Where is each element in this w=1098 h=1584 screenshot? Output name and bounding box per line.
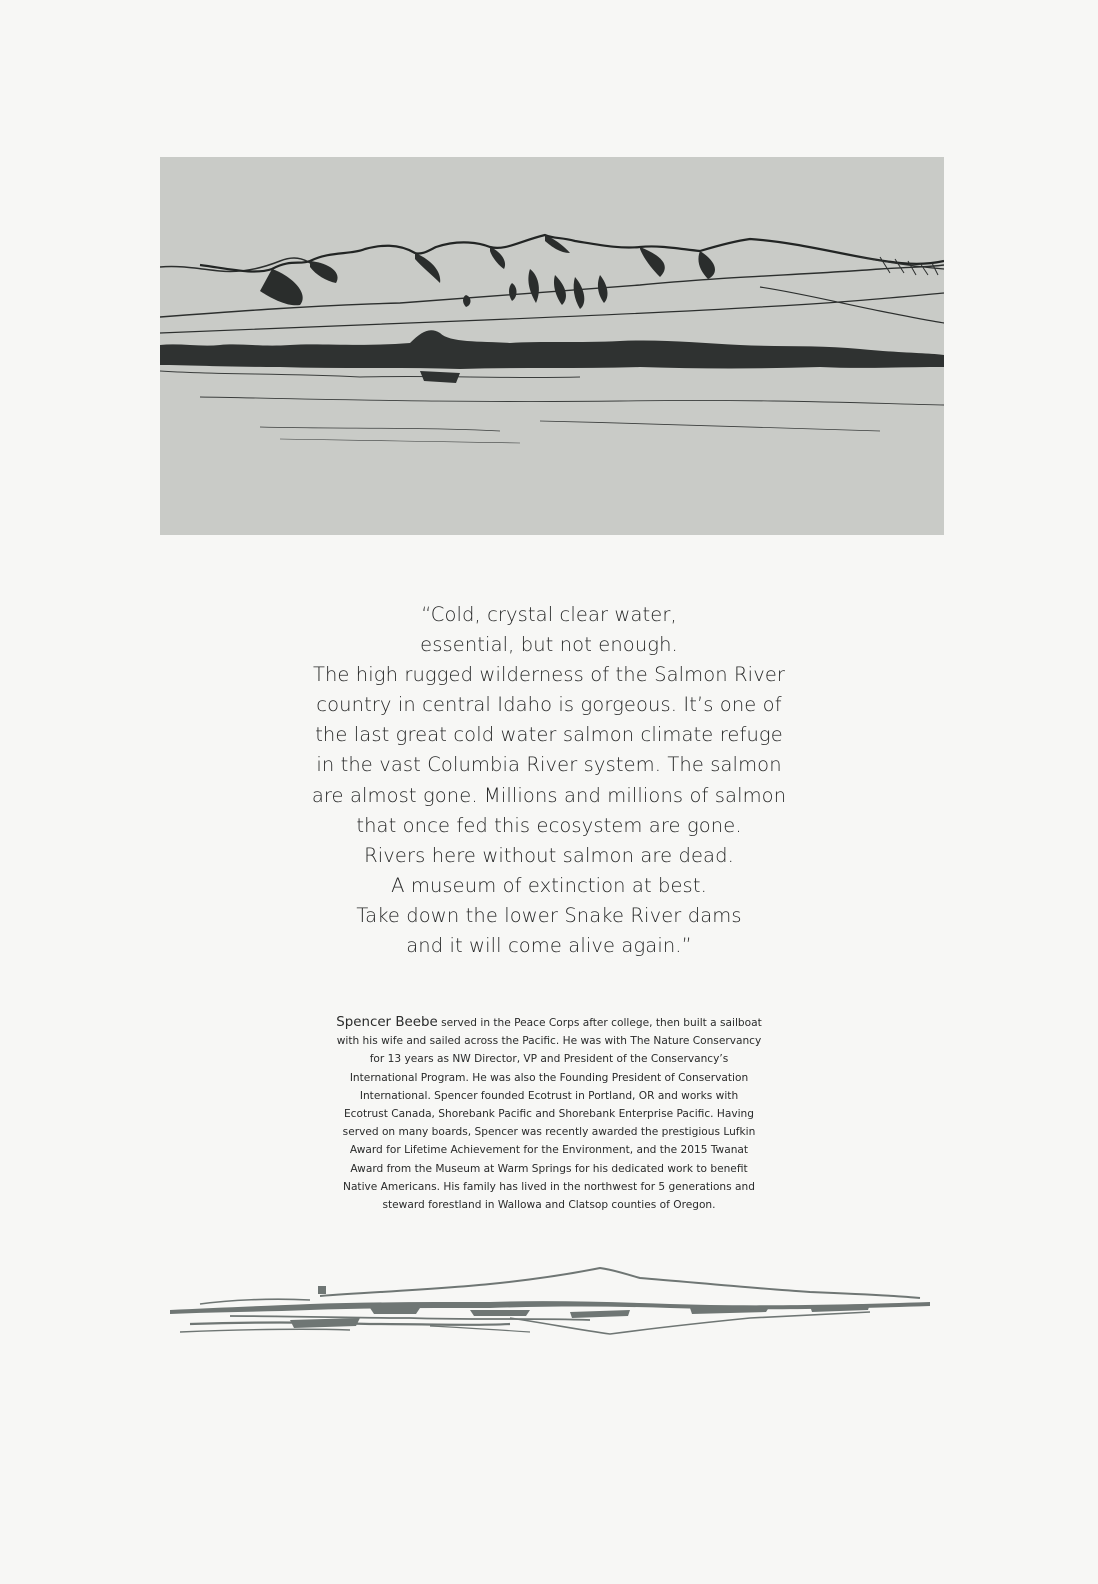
quote-line: Rivers here without salmon are dead. (364, 843, 734, 867)
mountain-sketch-icon (160, 157, 944, 535)
mountain-reflection-illustration (170, 1262, 930, 1352)
bio-line: Award from the Museum at Warm Springs for his dedicated work to benefit (350, 1162, 748, 1175)
mountain-river-illustration (160, 157, 944, 535)
quote-line: essential, but not enough. (420, 633, 678, 657)
quote-line: “Cold, crystal clear water, (421, 603, 677, 626)
quote-line: country in central Idaho is gorgeous. It’s one of (316, 693, 782, 717)
bio-first-line-text: served in the Peace Corps after college, then built a sailboat (437, 1017, 762, 1029)
quote-line: The high rugged wilderness of the Salmon River (312, 663, 786, 687)
mountain-reflection-icon (170, 1262, 930, 1352)
bio-line: Native Americans. His family has lived in the northwest for 5 generations and (343, 1180, 755, 1193)
bio-line: served on many boards, Spencer was recently awarded the prestigious Lufkin (342, 1126, 756, 1139)
author-name: Spencer Beebe (336, 1015, 438, 1030)
quote-line: the last great cold water salmon climate refuge (315, 723, 783, 747)
bio-line: International. Spencer founded Ecotrust in Portland, OR and works with (359, 1089, 739, 1102)
quote-line: in the vast Columbia River system. The salmon (316, 753, 782, 777)
quote-line: Take down the lower Snake River dams (356, 903, 742, 927)
bio-line: for 13 years as NW Director, VP and President of the Conservancy’s (369, 1053, 729, 1066)
bio-line: with his wife and sailed across the Pacific. He was with The Nature Conservancy (336, 1035, 762, 1048)
quote-line: and it will come alive again.” (406, 934, 692, 958)
author-bio (274, 1014, 824, 1214)
bio-line: steward forestland in Wallowa and Clatsop counties of Oregon. (382, 1199, 716, 1212)
bio-line: Award for Lifetime Achievement for the Environment, and the 2015 Twanat (349, 1144, 749, 1157)
quote-line: that once fed this ecosystem are gone. (356, 813, 742, 837)
quote-line: A museum of extinction at best. (391, 873, 707, 897)
quote-block (249, 600, 849, 961)
bio-line: Ecotrust Canada, Shorebank Pacific and Shorebank Enterprise Pacific. Having (343, 1108, 754, 1121)
bio-line: International Program. He was also the Founding President of Conservation (349, 1071, 749, 1084)
bio-first-line (274, 1014, 824, 1032)
quote-line: are almost gone. Millions and millions of salmon (311, 783, 787, 807)
